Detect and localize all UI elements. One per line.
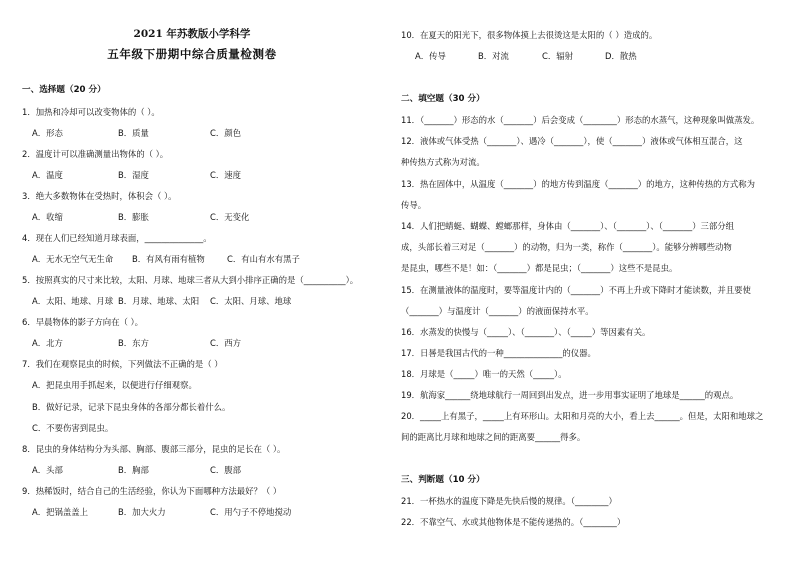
option: C．用勺子不停地搅动 (210, 507, 292, 517)
option: B．胸部 (118, 465, 149, 475)
fill-line: 14．人们把蜻蜓、蝴蝶、螳螂那样，身体由（_______）、（_______）、（_______）三部分组 (401, 221, 735, 231)
option: C．颜色 (210, 128, 241, 138)
option: B．月球、地球、太阳 (118, 296, 200, 306)
option: C．不要伤害到昆虫。 (32, 423, 114, 433)
option: A．北方 (32, 338, 63, 348)
option: C．太阳、月球、地球 (210, 296, 292, 306)
exam-title-line2: 五年级下册期中综合质量检测卷 (107, 47, 277, 61)
fill-line: 传导。 (401, 200, 427, 210)
option: D．散热 (605, 51, 637, 61)
fill-line: 15．在测量液体的温度时，要等温度计内的（_______）不再上升或下降时才能读数，并且要使 (401, 285, 751, 295)
option: C．无变化 (210, 212, 250, 222)
fill-line: 19．航海家______绕地球航行一周回到出发点，进一步用事实证明了地球是______的观点。 (401, 390, 739, 400)
option: C．腹部 (210, 465, 241, 475)
fill-line: 20．_____上有黑子，_____上有环形山。太阳和月亮的大小，看上去______。但是，太阳和地球之 (401, 411, 764, 421)
option: B．膨胀 (118, 212, 149, 222)
fill-line: 13．热在固体中，从温度（_______）的地方传到温度（_______）的地方，这种传热的方式称为 (401, 179, 756, 189)
question-stem: 2．温度计可以准确测量出物体的（ ）。 (22, 149, 169, 159)
question-stem: 4．现在人们已经知道月球表面，______________。 (22, 233, 212, 243)
option: A．收缩 (32, 212, 63, 222)
option: A．太阳、地球、月球 (32, 296, 114, 306)
question-stem: 1．加热和冷却可以改变物体的（ ）。 (22, 107, 160, 117)
question-stem: 10．在夏天的阳光下，很多物体摸上去很烫这是太阳的（ ）造成的。 (401, 30, 658, 40)
option: B．湿度 (118, 170, 149, 180)
fill-line: 16．水蒸发的快慢与（_____）、（_______）、（_____）等因素有关。 (401, 327, 651, 337)
option: B．质量 (118, 128, 149, 138)
fill-line: 17．日晷是我国古代的一种______________的仪器。 (401, 348, 596, 358)
option: B．有风有雨有植物 (132, 254, 205, 264)
option: A．温度 (32, 170, 63, 180)
exam-title-line1: 2021 年苏教版小学科学 (133, 28, 251, 40)
question-stem: 9．热稀饭时，结合自己的生活经验，你认为下面哪种方法最好？（ ） (22, 486, 282, 496)
fill-line: 11．（_______）形态的水（_______）后会变成（________）形态的水蒸气，这种现象叫做蒸发。 (401, 115, 760, 125)
section-heading-choice: 一、选择题（20 分） (22, 85, 106, 95)
question-stem: 6．早晨物体的影子方向在（ ）。 (22, 317, 144, 327)
option: A．无水无空气无生命 (32, 254, 114, 264)
option: B．对流 (478, 51, 509, 61)
option: B．做好记录，记录下昆虫身体的各部分都长着什么。 (32, 402, 231, 412)
section-heading-fill: 二、填空题（30 分） (401, 94, 485, 104)
option: C．西方 (210, 338, 241, 348)
question-stem: 7．我们在观察昆虫的时候，下列做法不正确的是（ ） (22, 359, 223, 369)
option: B．东方 (118, 338, 149, 348)
question-stem: 8．昆虫的身体结构分为头部、胸部、腹部三部分，昆虫的足长在（ ）。 (22, 444, 286, 454)
option: A．把锅盖盖上 (32, 507, 88, 517)
section-heading-judge: 三、判断题（10 分） (401, 475, 485, 485)
option: B．加大火力 (118, 507, 166, 517)
judge-line: 22．不靠空气、水或其他物体是不能传递热的。（________） (401, 517, 626, 527)
option: A．把昆虫用手抓起来，以便进行仔细观察。 (32, 380, 197, 390)
fill-line: 种传热方式称为对流。 (401, 157, 485, 167)
option: C．速度 (210, 170, 241, 180)
option: C．有山有水有黑子 (227, 254, 300, 264)
option: A．传导 (415, 51, 446, 61)
option: A．头部 (32, 465, 63, 475)
fill-line: 间的距离比月球和地球之间的距离要______得多。 (401, 432, 586, 442)
question-stem: 5．按照真实的尺寸来比较，太阳、月球、地球三者从大到小排序正确的是（__________）。 (22, 275, 359, 285)
option: A．形态 (32, 128, 63, 138)
option: C．辐射 (542, 51, 573, 61)
fill-line: 成，头部长着三对足（_______）的动物，归为一类，称作（_______）。能够分辨哪些动物 (401, 242, 732, 252)
judge-line: 21．一杯热水的温度下降是先快后慢的规律。（________） (401, 496, 617, 506)
question-stem: 3．绝大多数物体在受热时，体积会（ ）。 (22, 191, 177, 201)
fill-line: （_______）与温度计（_______）的液面保持水平。 (401, 306, 594, 316)
fill-line: 是昆虫，哪些不是！如：（_______）都是昆虫；（_______）这些不是昆虫。 (401, 263, 678, 273)
fill-line: 12．液体或气体受热（_______）、遇冷（_______），使（_______）液体或气体相互混合，这 (401, 136, 743, 146)
fill-line: 18．月球是（_____）唯一的天然（_____）。 (401, 369, 567, 379)
